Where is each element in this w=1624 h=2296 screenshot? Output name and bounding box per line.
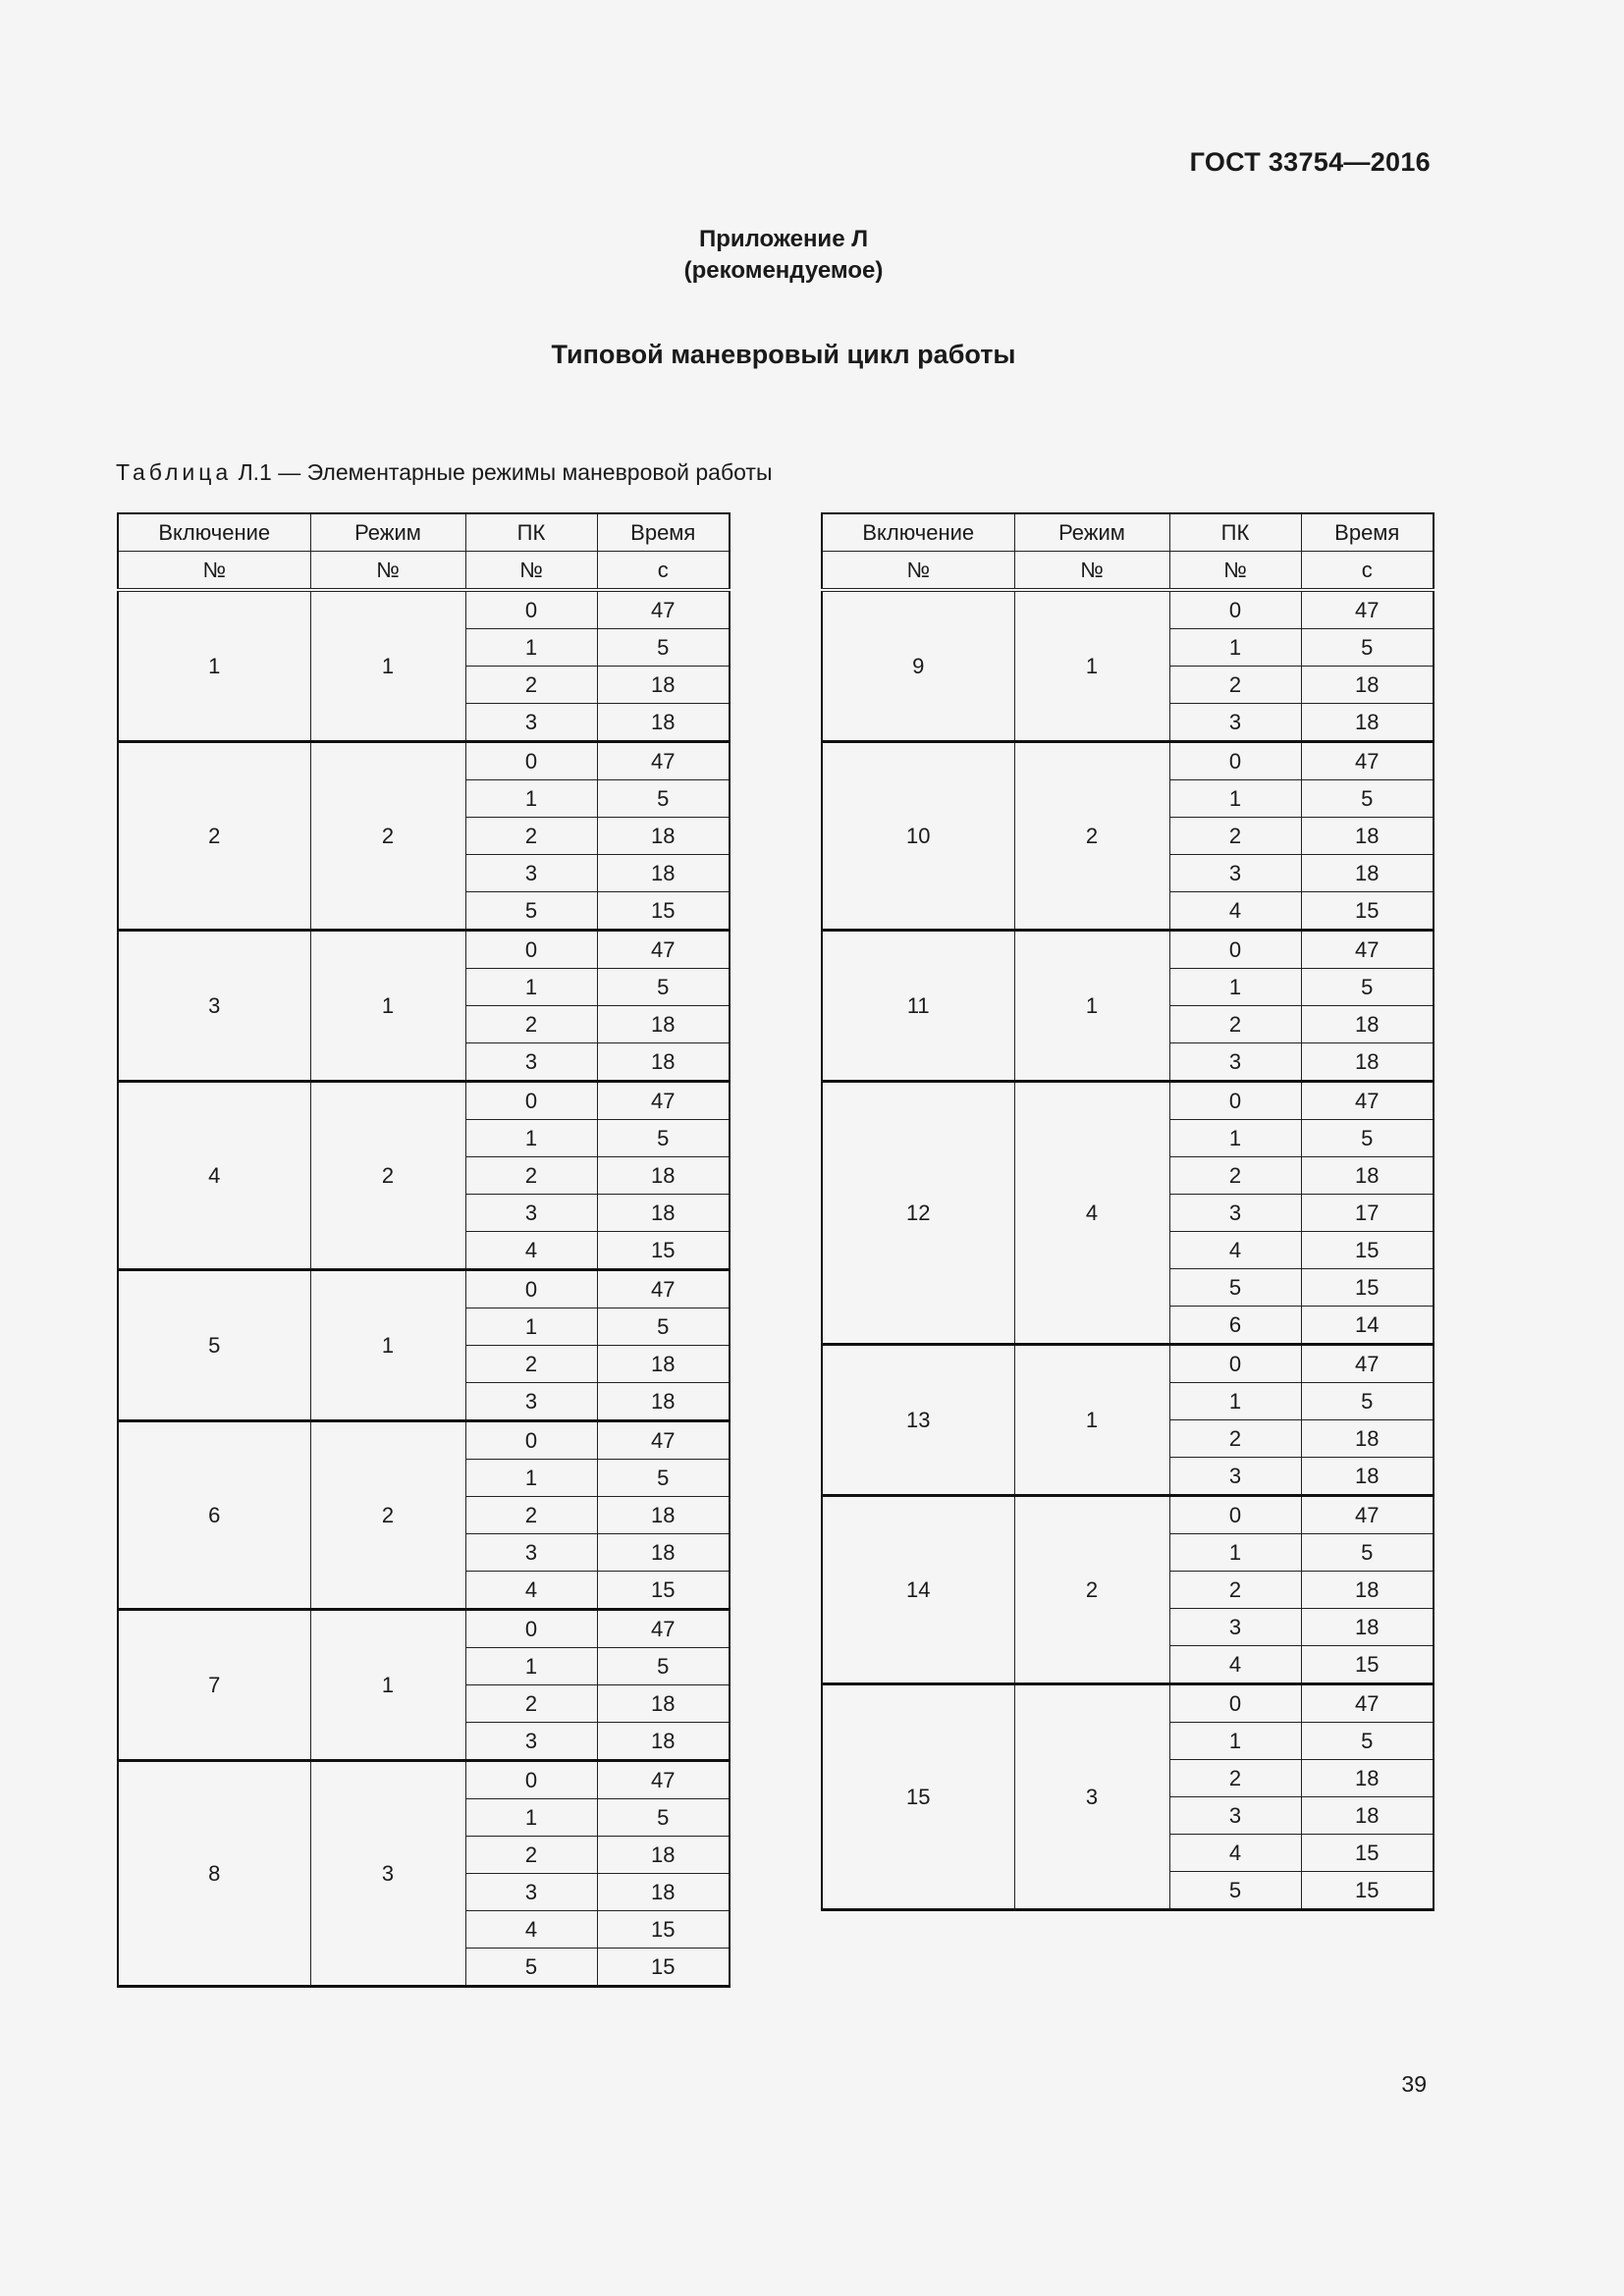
pk-cell: 3 [1169,1609,1301,1646]
time-cell: 18 [1301,704,1434,742]
header-cell: Время [597,513,730,552]
table-right [821,512,1435,1911]
time-cell: 47 [597,1421,730,1460]
table-row [822,1082,1434,1120]
time-cell: 5 [597,1308,730,1346]
time-cell: 47 [597,590,730,629]
pk-cell: 2 [465,1157,597,1195]
pk-cell: 0 [465,742,597,780]
time-cell: 17 [1301,1195,1434,1232]
time-cell: 15 [1301,1646,1434,1684]
time-cell: 5 [597,1648,730,1685]
header-unit-cell: № [310,552,465,591]
time-cell: 15 [1301,1872,1434,1910]
time-cell: 47 [1301,1345,1434,1383]
time-cell: 15 [1301,892,1434,931]
pk-cell: 4 [465,1232,597,1270]
pk-cell: 0 [1169,1345,1301,1383]
time-cell: 18 [597,818,730,855]
time-cell: 18 [597,1195,730,1232]
pk-cell: 0 [1169,931,1301,969]
table-left-body [118,513,730,1987]
time-cell: 15 [597,1572,730,1610]
time-cell: 5 [597,1120,730,1157]
table-row [118,931,730,969]
table-row [118,1082,730,1120]
pk-cell: 2 [1169,1157,1301,1195]
header-unit-cell: с [1301,552,1434,591]
pk-cell: 6 [1169,1307,1301,1345]
pk-cell: 3 [1169,1043,1301,1082]
pk-cell: 1 [1169,1120,1301,1157]
time-cell: 18 [1301,1458,1434,1496]
time-cell: 5 [1301,1723,1434,1760]
pk-cell: 5 [465,1949,597,1987]
pk-cell: 4 [465,1911,597,1949]
header-unit-cell: № [1169,552,1301,591]
mode-cell: 1 [310,1610,465,1761]
table-row [118,1761,730,1799]
mode-cell: 3 [310,1761,465,1987]
pk-cell: 1 [1169,969,1301,1006]
pk-cell: 3 [1169,704,1301,742]
pk-cell: 3 [465,1534,597,1572]
time-cell: 18 [1301,667,1434,704]
time-cell: 18 [597,1723,730,1761]
pk-cell: 0 [1169,1082,1301,1120]
pk-cell: 4 [465,1572,597,1610]
inclusion-cell: 8 [118,1761,310,1987]
pk-cell: 2 [465,818,597,855]
header-unit-cell: № [465,552,597,591]
header-cell: Режим [310,513,465,552]
mode-cell: 1 [1014,590,1169,742]
pk-cell: 2 [465,1346,597,1383]
header-row [118,552,730,591]
mode-cell: 1 [310,1270,465,1421]
table-row [118,1610,730,1648]
table-row [118,590,730,629]
time-cell: 18 [597,1006,730,1043]
time-cell: 18 [597,667,730,704]
inclusion-cell: 6 [118,1421,310,1610]
pk-cell: 5 [1169,1872,1301,1910]
time-cell: 15 [1301,1232,1434,1269]
header-cell: Режим [1014,513,1169,552]
mode-cell: 4 [1014,1082,1169,1345]
time-cell: 18 [1301,1006,1434,1043]
annex-title: Приложение Л [698,226,869,252]
time-cell: 18 [597,1043,730,1082]
section-heading: Типовой маневровый цикл работы [551,340,1016,369]
table-caption [116,459,772,486]
inclusion-cell: 1 [118,590,310,742]
header-unit-cell: № [118,552,310,591]
standard-number: ГОСТ 33754—2016 [1189,147,1431,177]
inclusion-cell: 3 [118,931,310,1082]
table-row [822,1496,1434,1534]
time-cell: 18 [1301,1760,1434,1797]
time-cell: 15 [597,892,730,931]
header-unit-cell: № [1014,552,1169,591]
pk-cell: 1 [465,1308,597,1346]
pk-cell: 2 [1169,818,1301,855]
time-cell: 5 [1301,969,1434,1006]
pk-cell: 1 [465,629,597,667]
time-cell: 18 [597,1346,730,1383]
pk-cell: 3 [465,704,597,742]
mode-cell: 1 [1014,1345,1169,1496]
pk-cell: 1 [1169,629,1301,667]
pk-cell: 4 [1169,1646,1301,1684]
time-cell: 5 [597,1799,730,1837]
pk-cell: 1 [465,1460,597,1497]
time-cell: 18 [597,1685,730,1723]
pk-cell: 3 [465,1195,597,1232]
header-cell: Включение [118,513,310,552]
header-cell: ПК [465,513,597,552]
time-cell: 15 [597,1949,730,1987]
table-left [117,512,731,1988]
inclusion-cell: 5 [118,1270,310,1421]
pk-cell: 2 [1169,1760,1301,1797]
time-cell: 18 [597,1534,730,1572]
time-cell: 15 [597,1911,730,1949]
mode-cell: 1 [310,931,465,1082]
time-cell: 18 [1301,1043,1434,1082]
inclusion-cell: 14 [822,1496,1014,1684]
time-cell: 18 [1301,1609,1434,1646]
time-cell: 5 [1301,629,1434,667]
time-cell: 18 [1301,1572,1434,1609]
inclusion-cell: 12 [822,1082,1014,1345]
annex-block [0,224,1567,287]
pk-cell: 2 [1169,1006,1301,1043]
pk-cell: 1 [1169,1534,1301,1572]
mode-cell: 2 [310,1421,465,1610]
time-cell: 47 [597,1082,730,1120]
pk-cell: 0 [465,1082,597,1120]
time-cell: 18 [597,1383,730,1421]
table-caption-text: Л.1 — Элементарные режимы маневровой работы [232,459,773,485]
pk-cell: 2 [1169,1420,1301,1458]
pk-cell: 1 [465,780,597,818]
inclusion-cell: 7 [118,1610,310,1761]
pk-cell: 2 [465,1685,597,1723]
header-cell: ПК [1169,513,1301,552]
pk-cell: 1 [465,1120,597,1157]
time-cell: 15 [1301,1269,1434,1307]
pk-cell: 1 [1169,1723,1301,1760]
pk-cell: 3 [465,1874,597,1911]
time-cell: 47 [597,1270,730,1308]
pk-cell: 5 [1169,1269,1301,1307]
time-cell: 5 [1301,1383,1434,1420]
pk-cell: 0 [465,590,597,629]
time-cell: 15 [597,1232,730,1270]
pk-cell: 3 [1169,855,1301,892]
pk-cell: 5 [465,892,597,931]
pk-cell: 3 [465,1043,597,1082]
pk-cell: 0 [465,1761,597,1799]
table-right-body [822,513,1434,1910]
time-cell: 47 [1301,1082,1434,1120]
time-cell: 18 [597,704,730,742]
inclusion-cell: 13 [822,1345,1014,1496]
inclusion-cell: 9 [822,590,1014,742]
pk-cell: 0 [465,1610,597,1648]
time-cell: 18 [1301,1420,1434,1458]
header-row [822,513,1434,552]
pk-cell: 0 [1169,1684,1301,1723]
pk-cell: 1 [465,969,597,1006]
pk-cell: 3 [465,1723,597,1761]
time-cell: 5 [597,969,730,1006]
inclusion-cell: 2 [118,742,310,931]
time-cell: 5 [597,629,730,667]
time-cell: 5 [597,780,730,818]
time-cell: 18 [1301,855,1434,892]
pk-cell: 2 [465,1497,597,1534]
table-row [822,931,1434,969]
header-cell: Время [1301,513,1434,552]
table-row [118,1270,730,1308]
inclusion-cell: 10 [822,742,1014,931]
mode-cell: 1 [310,590,465,742]
time-cell: 47 [1301,742,1434,780]
table-row [822,1345,1434,1383]
pk-cell: 1 [465,1648,597,1685]
inclusion-cell: 4 [118,1082,310,1270]
header-unit-cell: № [822,552,1014,591]
pk-cell: 1 [1169,1383,1301,1420]
header-cell: Включение [822,513,1014,552]
time-cell: 47 [597,1610,730,1648]
time-cell: 47 [597,1761,730,1799]
pk-cell: 4 [1169,1232,1301,1269]
pk-cell: 3 [465,1383,597,1421]
mode-cell: 2 [310,742,465,931]
time-cell: 15 [1301,1835,1434,1872]
time-cell: 47 [1301,1496,1434,1534]
mode-cell: 2 [310,1082,465,1270]
pk-cell: 2 [1169,667,1301,704]
pk-cell: 0 [1169,590,1301,629]
pk-cell: 4 [1169,892,1301,931]
time-cell: 5 [1301,780,1434,818]
time-cell: 18 [597,1157,730,1195]
time-cell: 18 [597,1874,730,1911]
mode-cell: 3 [1014,1684,1169,1910]
header-row [118,513,730,552]
pk-cell: 1 [1169,780,1301,818]
pk-cell: 3 [1169,1458,1301,1496]
time-cell: 5 [1301,1120,1434,1157]
mode-cell: 1 [1014,931,1169,1082]
pk-cell: 3 [1169,1195,1301,1232]
time-cell: 47 [597,931,730,969]
time-cell: 18 [1301,1797,1434,1835]
pk-cell: 3 [1169,1797,1301,1835]
annex-status: (рекомендуемое) [683,257,884,284]
table-row [822,590,1434,629]
pk-cell: 4 [1169,1835,1301,1872]
time-cell: 14 [1301,1307,1434,1345]
pk-cell: 0 [465,931,597,969]
time-cell: 18 [597,1837,730,1874]
table-row [118,742,730,780]
table-row [822,1684,1434,1723]
pk-cell: 0 [465,1270,597,1308]
time-cell: 18 [1301,818,1434,855]
table-row [118,1421,730,1460]
pk-cell: 2 [465,1006,597,1043]
time-cell: 47 [1301,1684,1434,1723]
mode-cell: 2 [1014,1496,1169,1684]
pk-cell: 2 [1169,1572,1301,1609]
table-row [822,742,1434,780]
time-cell: 47 [597,742,730,780]
header-row [822,552,1434,591]
pk-cell: 0 [1169,742,1301,780]
pk-cell: 2 [465,1837,597,1874]
time-cell: 5 [597,1460,730,1497]
header-unit-cell: с [597,552,730,591]
pk-cell: 1 [465,1799,597,1837]
pk-cell: 3 [465,855,597,892]
time-cell: 18 [597,855,730,892]
time-cell: 47 [1301,590,1434,629]
time-cell: 18 [1301,1157,1434,1195]
pk-cell: 0 [465,1421,597,1460]
page-number: 39 [1401,2071,1427,2097]
mode-cell: 2 [1014,742,1169,931]
time-cell: 18 [597,1497,730,1534]
pk-cell: 2 [465,667,597,704]
pk-cell: 0 [1169,1496,1301,1534]
inclusion-cell: 15 [822,1684,1014,1910]
table-caption-word: Таблица [116,459,233,485]
time-cell: 47 [1301,931,1434,969]
time-cell: 5 [1301,1534,1434,1572]
inclusion-cell: 11 [822,931,1014,1082]
